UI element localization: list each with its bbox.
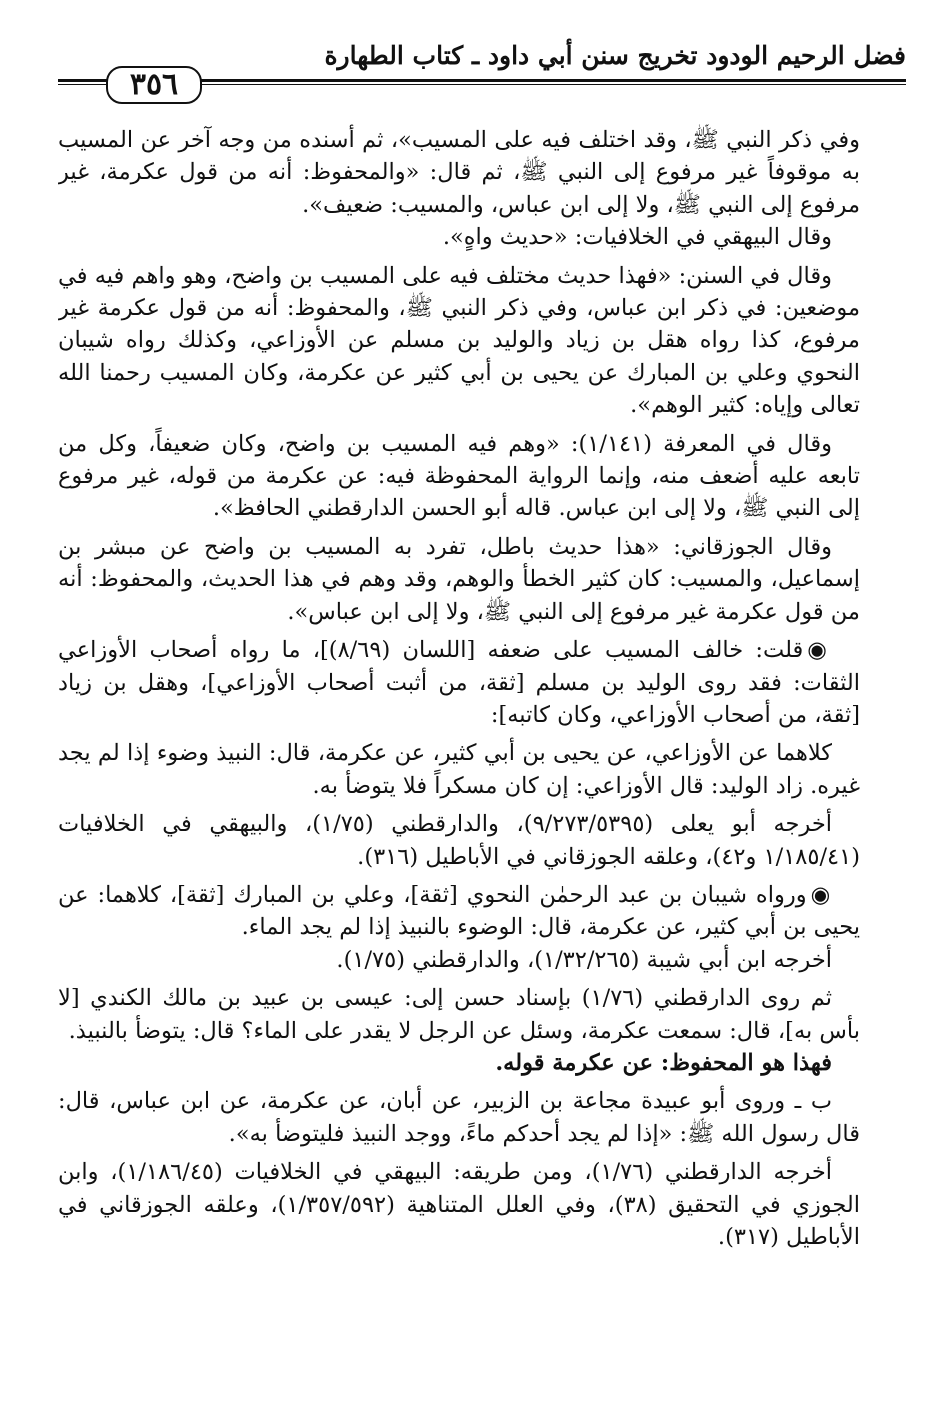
paragraph: وفي ذكر النبي ﷺ، وقد اختلف فيه على المسيب»، ثم أسنده من وجه آخر عن المسيب به موقوفاً غير مرفوع إلى النبي ﷺ، ثم قال: «والمحفوظ: أنه من قول عكرمة، غير مرفوع إلى النبي ﷺ، ولا إلى ابن عباس، والمسيب: ضعيف». [58, 127, 860, 218]
paragraph: أخرجه الدارقطني (١/٧٦)، ومن طريقه: البيهقي في الخلافيات (١/١٨٦/٤٥)، وابن الجوزي في التحقيق (٣٨)، وفي العلل المتناهية (١/٣٥٧/٥٩٢)، وعلقه الجوزقاني في الأباطيل (٣١٧). [58, 1159, 860, 1250]
page-header [58, 38, 906, 116]
running-title: فضل الرحيم الودود تخريج سنن أبي داود ـ كتاب الطهارة [324, 41, 906, 70]
paragraph: ثم روى الدارقطني (١/٧٦) بإسناد حسن إلى: عيسى بن عبيد بن مالك الكندي [لا بأس به]، قال: سمعت عكرمة، وسئل عن الرجل لا يقدر على الماء؟ قال: يتوضأ بالنبيذ. [58, 985, 860, 1044]
note-text: ورواه شيبان بن عبد الرحمٰن النحوي [ثقة]، وعلي بن المبارك [ثقة]، كلاهما: عن يحيى بن أبي كثير، عن عكرمة، قال: الوضوء بالنبيذ إذا لم يجد الماء. [58, 881, 860, 941]
paragraph: ب ـ وروى أبو عبيدة مجاعة بن الزبير، عن أبان، عن عكرمة، عن ابن عباس، قال: قال رسول الله ﷺ: «إذا لم يجد أحدكم ماءً، ووجد النبيذ فليتوضأ به». [58, 1088, 860, 1147]
paragraph: كلاهما عن الأوزاعي، عن يحيى بن أبي كثير، عن عكرمة، قال: النبيذ وضوء إذا لم يجد غيره. زاد الوليد: قال الأوزاعي: إن كان مسكراً فلا يتوضأ به. [58, 740, 860, 799]
paragraph: وقال البيهقي في الخلافيات: «حديث واهٍ». [442, 224, 832, 251]
note-text: قلت: خالف المسيب على ضعفه [اللسان (٨/٦٩)]، ما رواه أصحاب الأوزاعي الثقات: فقد روى الوليد بن مسلم [ثقة، من أثبت أصحاب الأوزاعي]، وهقل بن زياد [ثقة، من أصحاب الأوزاعي، وكان كاتبه]: [58, 637, 860, 728]
paragraph-emphasis: فهذا هو المحفوظ: عن عكرمة قوله. [495, 1049, 832, 1076]
bullet-icon: ◉ [807, 637, 832, 664]
paragraph: وقال في السنن: «فهذا حديث مختلف فيه على المسيب بن واضح، وهو واهم فيه في موضعين: في ذكر ابن عباس، وفي ذكر النبي ﷺ، والمحفوظ: أنه من قول عكرمة غير مرفوع، كذا رواه هقل بن زياد والوليد بن مسلم عن الأوزاعي، وكذلك رواه شيبان النحوي وعلي بن المبارك عن يحيى بن أبي كثير عن عكرمة، وكان المسيب رحمنا الله تعالى وإياه: كثير الوهم». [58, 262, 860, 419]
page-number: ٣٥٦ [106, 66, 202, 104]
bullet-icon: ◉ [810, 881, 832, 908]
paragraph: أخرجه ابن أبي شيبة (١/٣٢/٢٦٥)، والدارقطني (١/٧٥). [336, 946, 832, 973]
paragraph: وقال في المعرفة (١/١٤١): «وهم فيه المسيب بن واضح، وكان ضعيفاً، وكل من تابعه عليه أضعف منه، وإنما الرواية المحفوظة فيه: عن عكرمة من قوله، غير مرفوع إلى النبي ﷺ، ولا إلى ابن عباس. قاله أبو الحسن الدارقطني الحافظ». [58, 430, 860, 522]
page-body [58, 124, 860, 1375]
paragraph-note [58, 879, 860, 944]
paragraph: وقال الجوزقاني: «هذا حديث باطل، تفرد به المسيب بن واضح عن مبشر بن إسماعيل، والمسيب: كان كثير الخطأ والوهم، وقد وهم في هذا الحديث، والمحفوظ: أنه من قول عكرمة غير مرفوع إلى النبي ﷺ، ولا إلى ابن عباس». [58, 533, 860, 625]
paragraph: أخرجه أبو يعلى (٩/٢٧٣/٥٣٩٥)، والدارقطني (١/٧٥)، والبيهقي في الخلافيات (١/١٨٥/٤١ و٤٢)، وعلقه الجوزقاني في الأباطيل (٣١٦). [58, 811, 860, 870]
paragraph-note [58, 634, 860, 731]
